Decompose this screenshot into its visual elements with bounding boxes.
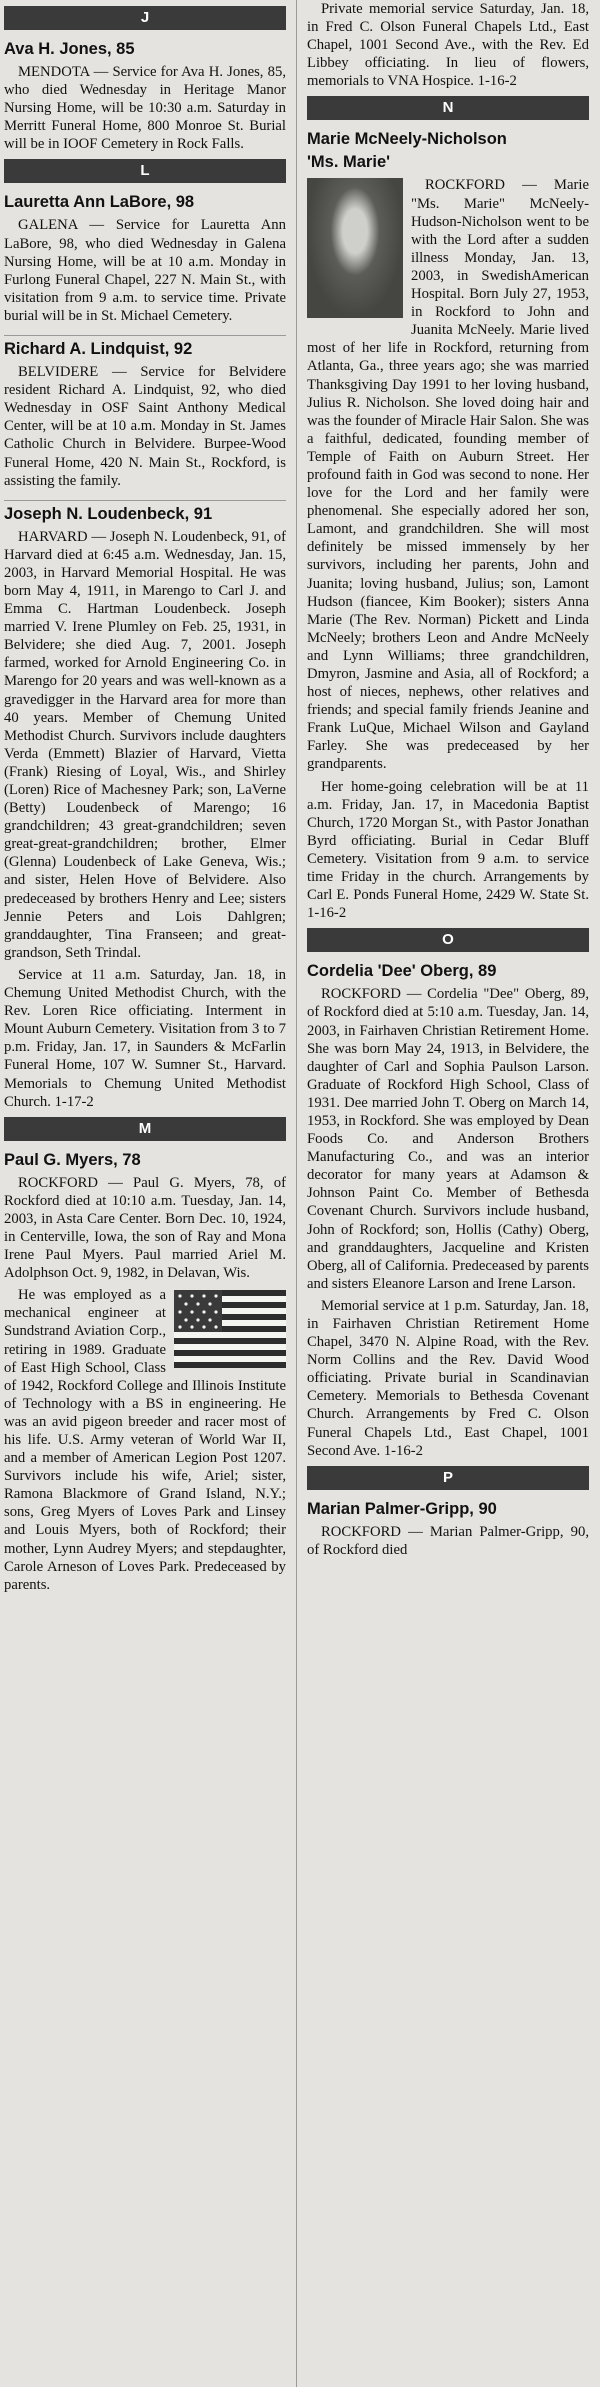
obituary-nickname-mcneely: 'Ms. Marie' — [307, 153, 391, 172]
obituary-service-mcneely: Her home-going celebration will be at 11 a.m. Friday, Jan. 17, in Macedonia Baptist Church, 1720 Morgan St., with Pastor Jonathan Byrd officiating. Burial in Cedar Bluff Cemetery. Visitation from 9 a.m. to service time Friday in the church. Arrangements by Carl E. Ponds Funeral Home, 2429 W. State St. 1-16-2 — [307, 778, 589, 922]
right-column — [307, 0, 589, 1563]
obituary-service-loudenbeck: Service at 11 a.m. Saturday, Jan. 18, in Chemung United Methodist Church, with the Rev. Loren Rice officiating. Interment in Mount Auburn Cemetery. Visitation from 3 to 7 p.m. Friday, Jan. 17, in Saunders & McFarlin Funeral Home, 107 W. Sumner St., Harvard. Memorials to Chemung United Methodist Church. 1-17-2 — [4, 966, 286, 1110]
obituary-name-oberg: Cordelia 'Dee' Oberg, 89 — [307, 962, 497, 981]
portrait-photo — [307, 178, 403, 318]
obituary-text-oberg: ROCKFORD — Cordelia "Dee" Oberg, 89, of Rockford died at 5:10 a.m. Tuesday, Jan. 14, 2003, in Fairhaven Christian Retirement Home. She was born May 24, 1913, in Belvidere, the daughter of Carl and Sophia Paulson Larson. Graduate of Rockford High School, Class of 1931. Dee married John T. Oberg on March 14, 1953, in Rockford. She was employed by Dean Foods Co. and Anderson Brothers Manufacturing Co., and was an interior decorator for many years at Adamson & Johnson Paint Co. Member of Bethesda Covenant Church. Survivors include husband, John of Rockford; son, Hollis (Cathy) Oberg, and granddaughters, Jacqueline and Kristen Oberg, all of California. Predeceased by parents and sisters Eleanore Larson and Irene Larson. — [307, 986, 589, 1292]
section-header-o: O — [307, 928, 589, 952]
section-header-j: J — [4, 6, 286, 30]
obituary-text-palmer: ROCKFORD — Marian Palmer-Gripp, 90, of Rockford died — [307, 1523, 589, 1558]
obituary-name-palmer: Marian Palmer-Gripp, 90 — [307, 1499, 497, 1518]
section-header-m: M — [4, 1117, 286, 1141]
obituary-name-mcneely: Marie McNeely-Nicholson — [307, 130, 507, 149]
obituary-text-myers-2: He was employed as a mechanical engineer at Sundstrand Aviation Corp., retiring in 1989. Graduate of East High School, Class of 1942, Rockford College and Illinois Institute of Technology with a BS in engineering. He was an avid pigeon breeder and racer most of his life. U.S. Army veteran of World War II, and a member of American Legion Post 1207. Survivors include his wife, Ariel; sister, Ramona Blackmore of Grand Island, N.Y.; sons, Greg Myers of Loves Park and Linsey and Louis Myers, both of Rockford; their mother, Lynn Audrey Myers; and stepdaughter, Carole Arneson of Loves Park. Predeceased by parents. — [4, 1287, 286, 1593]
left-column — [4, 0, 286, 1598]
obituary-text-myers: ROCKFORD — Paul G. Myers, 78, of Rockford died at 10:10 a.m. Tuesday, Jan. 14, 2003, in Asta Care Center. Born Dec. 10, 1924, in Centerville, Iowa, the son of Ray and Mona Irene Paul Myers. Paul married Ariel M. Adolphson Oct. 9, 1982, in Delavan, Wis. — [4, 1174, 286, 1282]
obituary-text-loudenbeck: HARVARD — Joseph N. Loudenbeck, 91, of Harvard died at 6:45 a.m. Wednesday, Jan. 15, 2003, in Harvard Memorial Hospital. He was born May 4, 1911, in Marengo to Carl J. and Emma C. Hartman Loudenbeck. Joseph married V. Irene Plumley on Feb. 25, 1931, in Belvidere; she died Aug. 7, 2001. Joseph farmed, worked for Arnold Engineering Co. in Marengo for 20 years and was well-known as a gravedigger in the Harvard area for more than 40 years. Member of Chemung United Methodist Church. Survivors include daughters Verda (Emmett) Blazier of Harvard, Vietta (Frank) Riesing of Loyal, Wis., and Shirley (Loren) Rice of Machesney Park; son, LaVerne (Betty) Loudenbeck of Marengo; 16 grandchildren; 43 great-grandchildren; seven great-great-grandchildren; brother, Elmer (Glenna) Loudenbeck of Lake Geneva, Wis.; and sister, Helen Hove of Belvidere. Also predeceased by brothers Henry and Lee; sisters Jennie Peters and Lois Dahlgren; granddaughter, Tina Franseen; and great-grandson, Seth Trindal. — [4, 528, 286, 961]
obituary-name-lindquist: Richard A. Lindquist, 92 — [4, 335, 286, 359]
obituary-text-mcneely: ROCKFORD — Marie "Ms. Marie" McNeely-Hudson-Nicholson went to be with the Lord after a sudden illness Monday, Jan. 13, 2003, in SwedishAmerican Hospital. Born July 27, 1953, in Rockford to John and Juanita McNeely. Marie lived most of her life in Rockford, returning from Atlanta, Ga., three years ago; she was married Thanksgiving Day 1991 to her loving husband, Julius R. Nicholson. She loved doing hair and was the founder of Miracle Hair Salon. She was a faithful, dedicated, founding member of Temple of Faith on Auburn Street. Her profound faith in God was second to none. Her love for the Lord and her family were phenomenal. She especially adored her son, Lamont, and grandchildren. She will most definitely be missed immensely by her survivors, including her parents, John and Juanita; loving husband, Julius; son, Lamont Hudson (fiancee, Kim Booker); sisters Anna Marie (The Rev. Norman) Pickett and Linda McNeely; brothers Leon and Andre McNeely and Lynn Williams; three grandchildren, Dmyron, Jasmine and Asia, all of Rockford; a host of nieces, nephews, other relatives and friends; and special family friends Jeanine and Frank LuQue, Michael Wilson and Gayland Farley. She was predeceased by her grandparents. — [307, 177, 589, 773]
obituary-name-jones: Ava H. Jones, 85 — [4, 40, 135, 58]
american-flag-icon — [174, 1290, 286, 1368]
obituary-name-labore: Lauretta Ann LaBore, 98 — [4, 193, 195, 212]
obituary-name-loudenbeck: Joseph N. Loudenbeck, 91 — [4, 500, 286, 524]
column-rule — [296, 0, 297, 2387]
section-header-l: L — [4, 159, 286, 183]
obituary-name-myers: Paul G. Myers, 78 — [4, 1150, 141, 1169]
private-service-notice: Private memorial service Saturday, Jan. 18, in Fred C. Olson Funeral Chapels Ltd., East Chapel, 1001 Second Ave., with the Rev. Ed Libbey officiating. In lieu of flowers, memorials to VNA Hospice. 1-16-2 — [307, 1, 589, 90]
obituary-text-lindquist: BELVIDERE — Service for Belvidere resident Richard A. Lindquist, 92, who died Wednesday in OSF Saint Anthony Medical Center, will be at 10 a.m. Monday in St. James Catholic Church in Belvidere. Burpee-Wood Funeral Home, 420 N. Main St., Rockford, is assisting the family. — [4, 364, 286, 489]
obituary-service-oberg: Memorial service at 1 p.m. Saturday, Jan. 18, in Fairhaven Christian Retirement Home Chapel, 3470 N. Alpine Road, with the Rev. Norm Collins and the Rev. David Wood officiating. Private burial in Scandinavian Cemetery. Memorials to Bethesda Covenant Church. Arrangements by Fred C. Olson Funeral Chapels Ltd., East Chapel, 1001 Second Ave. 1-16-2 — [307, 1297, 589, 1459]
section-header-n: N — [307, 96, 589, 120]
section-header-p: P — [307, 1466, 589, 1490]
obituary-text-labore: GALENA — Service for Lauretta Ann LaBore, 98, who died Wednesday in Galena Nursing Home, will be at 10 a.m. Monday in Furlong Funeral Chapel, 227 N. Main St., with visitation from 9 a.m. to service time. Private burial will be in St. Michael Cemetery. — [4, 217, 286, 324]
obituary-text-jones: MENDOTA — Service for Ava H. Jones, 85, who died Wednesday in Heritage Manor Nursing Home, will be 10:30 a.m. Saturday in Merritt Funeral Home, 800 Monroe St. Burial will be in IOOF Cemetery in Rock Falls. — [4, 64, 286, 153]
